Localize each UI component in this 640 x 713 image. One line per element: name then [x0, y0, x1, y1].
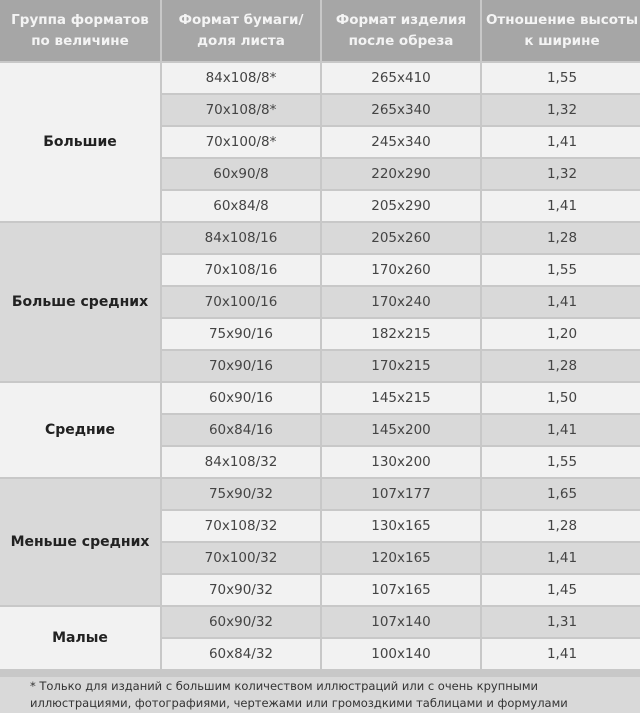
trimmed-format-cell: 107x165: [322, 575, 480, 605]
header-trimmed-format: Формат изделия после обреза: [322, 0, 480, 61]
paper-format-cell: 75x90/32: [162, 479, 320, 509]
trimmed-format-cell: 265x410: [322, 63, 480, 93]
trimmed-format-cell: 265x340: [322, 95, 480, 125]
ratio-cell: 1,41: [482, 639, 640, 669]
ratio-cell: 1,50: [482, 383, 640, 413]
ratio-cell: 1,41: [482, 415, 640, 445]
group-name-cell: Больше средних: [0, 223, 160, 381]
ratio-cell: 1,55: [482, 255, 640, 285]
trimmed-format-cell: 182x215: [322, 319, 480, 349]
trimmed-format-cell: 170x260: [322, 255, 480, 285]
ratio-cell: 1,65: [482, 479, 640, 509]
trimmed-format-cell: 145x200: [322, 415, 480, 445]
ratio-cell: 1,28: [482, 351, 640, 381]
table-row: [0, 383, 640, 413]
paper-format-cell: 60x90/8: [162, 159, 320, 189]
table-row: [0, 223, 640, 253]
paper-format-cell: 60x84/8: [162, 191, 320, 221]
ratio-cell: 1,45: [482, 575, 640, 605]
table-header-row: [0, 0, 640, 61]
ratio-cell: 1,55: [482, 447, 640, 477]
paper-format-cell: 70x100/16: [162, 287, 320, 317]
trimmed-format-cell: 107x140: [322, 607, 480, 637]
ratio-cell: 1,41: [482, 127, 640, 157]
paper-format-cell: 60x84/16: [162, 415, 320, 445]
paper-format-cell: 60x90/32: [162, 607, 320, 637]
footnote: * Только для изданий с большим количеством иллюстраций или с очень крупными иллюстрациями, фотографиями, чертежами или громоздкими таблицами и формулами: [0, 677, 640, 713]
trimmed-format-cell: 120x165: [322, 543, 480, 573]
trimmed-format-cell: 205x260: [322, 223, 480, 253]
paper-format-cell: 84x108/8*: [162, 63, 320, 93]
ratio-cell: 1,41: [482, 543, 640, 573]
trimmed-format-cell: 130x165: [322, 511, 480, 541]
table-row: [0, 479, 640, 509]
ratio-cell: 1,41: [482, 287, 640, 317]
paper-format-cell: 70x100/8*: [162, 127, 320, 157]
paper-format-cell: 60x84/32: [162, 639, 320, 669]
ratio-cell: 1,28: [482, 223, 640, 253]
ratio-cell: 1,32: [482, 95, 640, 125]
trimmed-format-cell: 130x200: [322, 447, 480, 477]
paper-format-cell: 70x90/16: [162, 351, 320, 381]
group-name-cell: Малые: [0, 607, 160, 669]
paper-format-cell: 70x108/16: [162, 255, 320, 285]
group-name-cell: Средние: [0, 383, 160, 477]
trimmed-format-cell: 170x240: [322, 287, 480, 317]
ratio-cell: 1,55: [482, 63, 640, 93]
ratio-cell: 1,31: [482, 607, 640, 637]
paper-format-cell: 70x90/32: [162, 575, 320, 605]
paper-format-cell: 70x108/32: [162, 511, 320, 541]
trimmed-format-cell: 170x215: [322, 351, 480, 381]
trimmed-format-cell: 205x290: [322, 191, 480, 221]
ratio-cell: 1,28: [482, 511, 640, 541]
trimmed-format-cell: 220x290: [322, 159, 480, 189]
trimmed-format-cell: 245x340: [322, 127, 480, 157]
table-row: [0, 63, 640, 93]
paper-format-cell: 60x90/16: [162, 383, 320, 413]
group-name-cell: Меньше средних: [0, 479, 160, 605]
header-group: Группа форматов по величине: [0, 0, 160, 61]
trimmed-format-cell: 100x140: [322, 639, 480, 669]
paper-format-cell: 70x100/32: [162, 543, 320, 573]
ratio-cell: 1,41: [482, 191, 640, 221]
trimmed-format-cell: 107x177: [322, 479, 480, 509]
header-paper-format: Формат бумаги/ доля листа: [162, 0, 320, 61]
table-row: [0, 607, 640, 637]
ratio-cell: 1,20: [482, 319, 640, 349]
paper-format-cell: 84x108/32: [162, 447, 320, 477]
header-ratio: Отношение высоты к ширине: [482, 0, 640, 61]
paper-format-cell: 70x108/8*: [162, 95, 320, 125]
ratio-cell: 1,32: [482, 159, 640, 189]
trimmed-format-cell: 145x215: [322, 383, 480, 413]
paper-format-cell: 84x108/16: [162, 223, 320, 253]
paper-format-cell: 75x90/16: [162, 319, 320, 349]
group-name-cell: Большие: [0, 63, 160, 221]
